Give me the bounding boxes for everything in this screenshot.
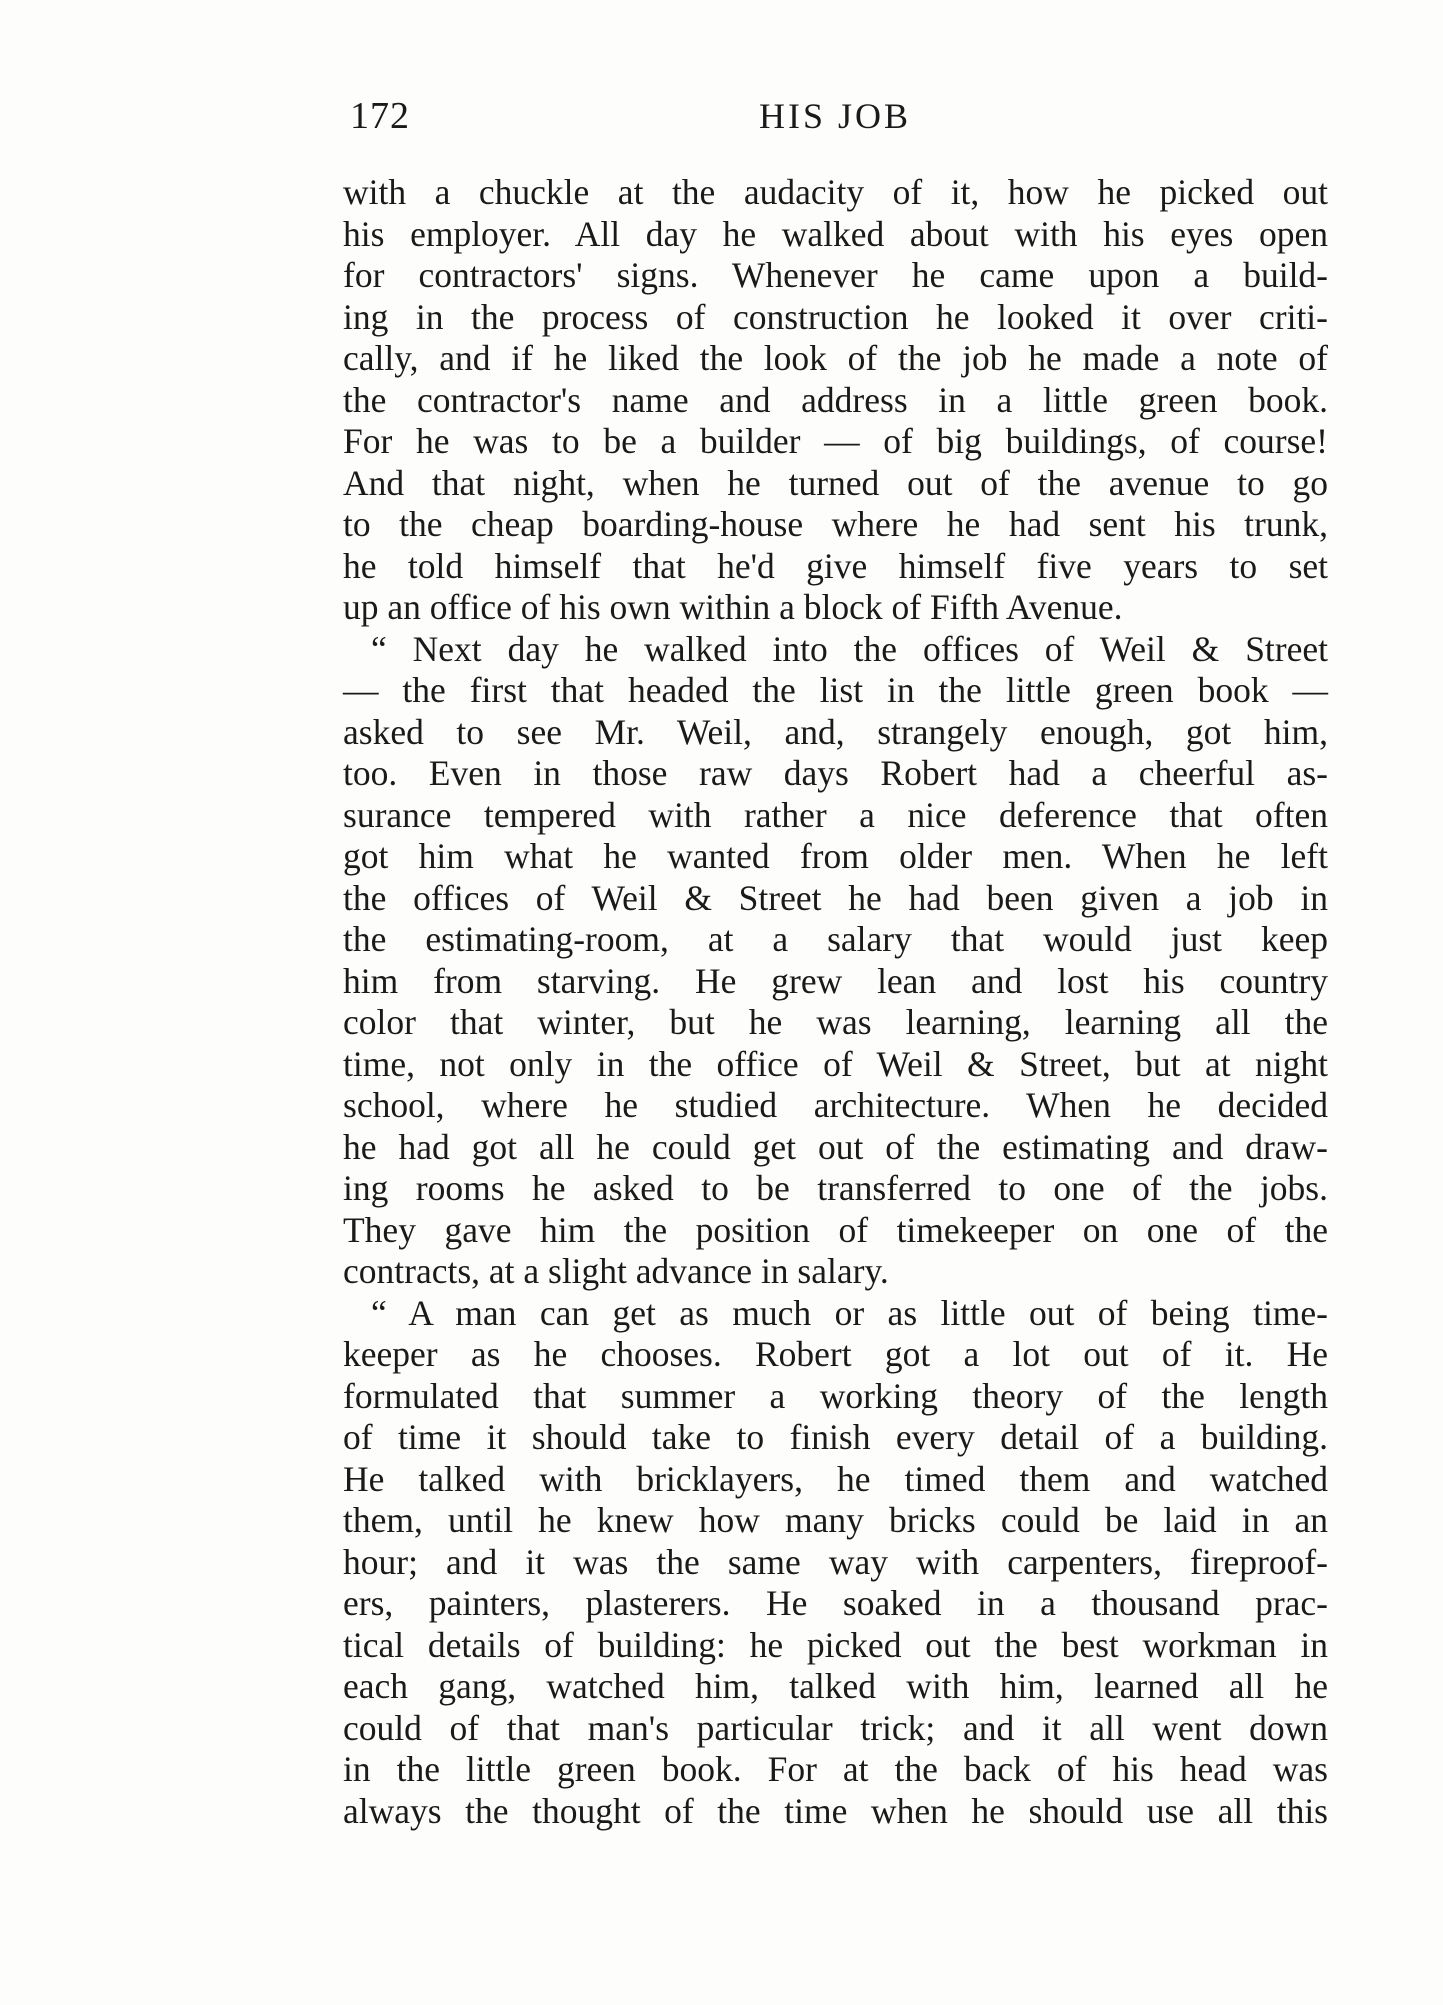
text-line: asked to see Mr. Weil, and, strangely enough, got him, xyxy=(343,711,1328,752)
text-line: For he was to be a builder — of big buildings, of course! xyxy=(343,421,1328,461)
text-line: his employer. All day he walked about with his eyes open xyxy=(343,213,1328,254)
text-line: could of that man's particular trick; and it all went down xyxy=(343,1707,1328,1748)
text-line: tical details of building: he picked out the best workman in xyxy=(343,1624,1328,1665)
text-line: each gang, watched him, talked with him, learned all he xyxy=(343,1666,1328,1706)
text-line: he told himself that he'd give himself five years to set xyxy=(343,545,1328,586)
text-line: too. Even in those raw days Robert had a cheerful as- xyxy=(343,753,1328,793)
text-line: keeper as he chooses. Robert got a lot out of it. He xyxy=(343,1334,1328,1374)
text-line: ing rooms he asked to be transferred to one of the jobs. xyxy=(343,1168,1328,1208)
paragraph-end-line: contracts, at a slight advance in salary. xyxy=(343,1251,889,1291)
text-line: time, not only in the office of Weil & Street, but at night xyxy=(343,1043,1328,1084)
text-line: hour; and it was the same way with carpenters, fireproof- xyxy=(343,1541,1328,1582)
text-line: He talked with bricklayers, he timed them and watched xyxy=(343,1458,1328,1499)
text-line: — the first that headed the list in the little green book — xyxy=(343,670,1328,710)
text-line: them, until he knew how many bricks could be laid in an xyxy=(343,1500,1328,1540)
text-line: color that winter, but he was learning, learning all the xyxy=(343,1002,1328,1042)
paragraph-start-line: “ A man can get as much or as little out of being time- xyxy=(371,1292,1328,1333)
text-line: And that night, when he turned out of the avenue to go xyxy=(343,462,1328,503)
text-line: with a chuckle at the audacity of it, how he picked out xyxy=(343,172,1328,212)
text-line: to the cheap boarding-house where he had sent his trunk, xyxy=(343,504,1328,544)
text-line: ers, painters, plasterers. He soaked in a thousand prac- xyxy=(343,1583,1328,1623)
text-line: the offices of Weil & Street he had been given a job in xyxy=(343,877,1328,918)
text-line: for contractors' signs. Whenever he came upon a build- xyxy=(343,255,1328,295)
text-line: of time it should take to finish every detail of a building. xyxy=(343,1417,1328,1457)
text-line: always the thought of the time when he should use all this xyxy=(343,1790,1328,1831)
text-line: ing in the process of construction he looked it over criti- xyxy=(343,296,1328,337)
text-line: They gave him the position of timekeeper on one of the xyxy=(343,1209,1328,1250)
text-line: the contractor's name and address in a little green book. xyxy=(343,379,1328,420)
paragraph-end-line: up an office of his own within a block of Fifth Avenue. xyxy=(343,587,1123,627)
text-line: school, where he studied architecture. When he decided xyxy=(343,1085,1328,1125)
text-line: him from starving. He grew lean and lost his country xyxy=(343,960,1328,1001)
text-line: got him what he wanted from older men. When he left xyxy=(343,836,1328,876)
text-line: in the little green book. For at the back of his head was xyxy=(343,1749,1328,1789)
text-line: formulated that summer a working theory of the length xyxy=(343,1375,1328,1416)
text-line: cally, and if he liked the look of the job he made a note of xyxy=(343,338,1328,378)
text-line: surance tempered with rather a nice deference that often xyxy=(343,794,1328,835)
text-line: he had got all he could get out of the estimating and draw- xyxy=(343,1126,1328,1167)
body-text xyxy=(343,172,1328,1832)
running-head xyxy=(350,90,1320,142)
running-title: HIS JOB xyxy=(758,96,912,136)
paragraph-start-line: “ Next day he walked into the offices of Weil & Street xyxy=(371,628,1328,669)
page-number: 172 xyxy=(350,95,410,137)
text-line: the estimating-room, at a salary that would just keep xyxy=(343,919,1328,959)
